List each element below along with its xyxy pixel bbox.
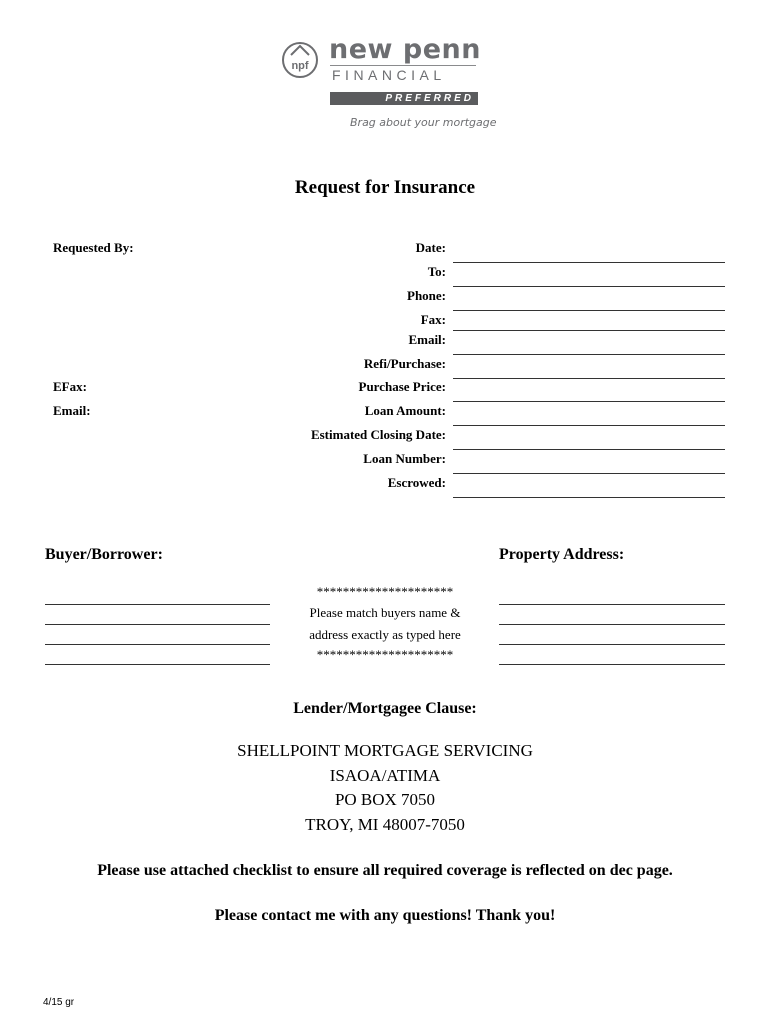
buyer-line-1[interactable]	[45, 604, 270, 605]
buyer-borrower-heading: Buyer/Borrower:	[45, 546, 163, 563]
buyer-line-3[interactable]	[45, 644, 270, 645]
phone-label: Phone:	[407, 288, 446, 303]
logo-tagline: Brag about your mortgage	[350, 116, 497, 129]
loan-number-field-line[interactable]	[453, 473, 725, 474]
house-roof-icon	[289, 43, 311, 57]
buyer-line-4[interactable]	[45, 664, 270, 665]
form-version-code: 4/15 gr	[43, 997, 75, 1008]
to-label: To:	[427, 264, 446, 279]
loan-amount-field-line[interactable]	[453, 425, 725, 426]
contact-message: Please contact me with any questions! Thank you!	[214, 907, 556, 924]
note-line-2: address exactly as typed here	[309, 627, 461, 642]
estimated-closing-date-field-line[interactable]	[453, 449, 725, 450]
purchase-price-label: Purchase Price:	[358, 379, 446, 394]
note-stars-top: *********************	[316, 584, 454, 599]
phone-field-line[interactable]	[453, 310, 725, 311]
property-line-1[interactable]	[499, 604, 725, 605]
checklist-message: Please use attached checklist to ensure all required coverage is reflected on dec page.	[97, 862, 673, 879]
email-label: Email:	[408, 332, 446, 347]
property-address-heading: Property Address:	[499, 546, 625, 563]
logo-emblem-text: npf	[291, 60, 309, 72]
loan-amount-label: Loan Amount:	[364, 403, 446, 418]
property-line-4[interactable]	[499, 664, 725, 665]
company-logo	[282, 34, 497, 135]
lender-address-line-1: SHELLPOINT MORTGAGE SERVICING	[237, 741, 533, 760]
page-title: Request for Insurance	[294, 177, 476, 198]
lender-address-line-3: PO BOX 7050	[334, 790, 436, 809]
refi-purchase-label: Refi/Purchase:	[363, 356, 446, 371]
logo-preferred-bar: PREFERRED	[330, 92, 478, 105]
property-line-2[interactable]	[499, 624, 725, 625]
fax-field-line[interactable]	[453, 330, 725, 331]
lender-mortgagee-heading: Lender/Mortgagee Clause:	[293, 700, 477, 717]
date-label: Date:	[415, 240, 446, 255]
lender-address-line-2: ISAOA/ATIMA	[329, 766, 441, 785]
lender-address-line-4: TROY, MI 48007-7050	[305, 815, 465, 834]
buyer-line-2[interactable]	[45, 624, 270, 625]
fax-label: Fax:	[420, 312, 446, 327]
email-left-label: Email:	[53, 403, 91, 418]
to-field-line[interactable]	[453, 286, 725, 287]
refi-purchase-field-line[interactable]	[453, 378, 725, 379]
note-stars-bottom: *********************	[316, 647, 454, 662]
purchase-price-field-line[interactable]	[453, 401, 725, 402]
logo-divider	[330, 65, 476, 66]
logo-name: new penn	[329, 34, 481, 65]
date-field-line[interactable]	[453, 262, 725, 263]
property-line-3[interactable]	[499, 644, 725, 645]
requested-by-label: Requested By:	[53, 240, 134, 255]
loan-number-label: Loan Number:	[363, 451, 446, 466]
estimated-closing-date-label: Estimated Closing Date:	[310, 427, 446, 442]
logo-subtitle: FINANCIAL	[332, 67, 446, 83]
efax-label: EFax:	[53, 379, 87, 394]
note-line-1: Please match buyers name &	[309, 605, 461, 620]
email-field-line[interactable]	[453, 354, 725, 355]
escrowed-label: Escrowed:	[387, 475, 446, 490]
escrowed-field-line[interactable]	[453, 497, 725, 498]
